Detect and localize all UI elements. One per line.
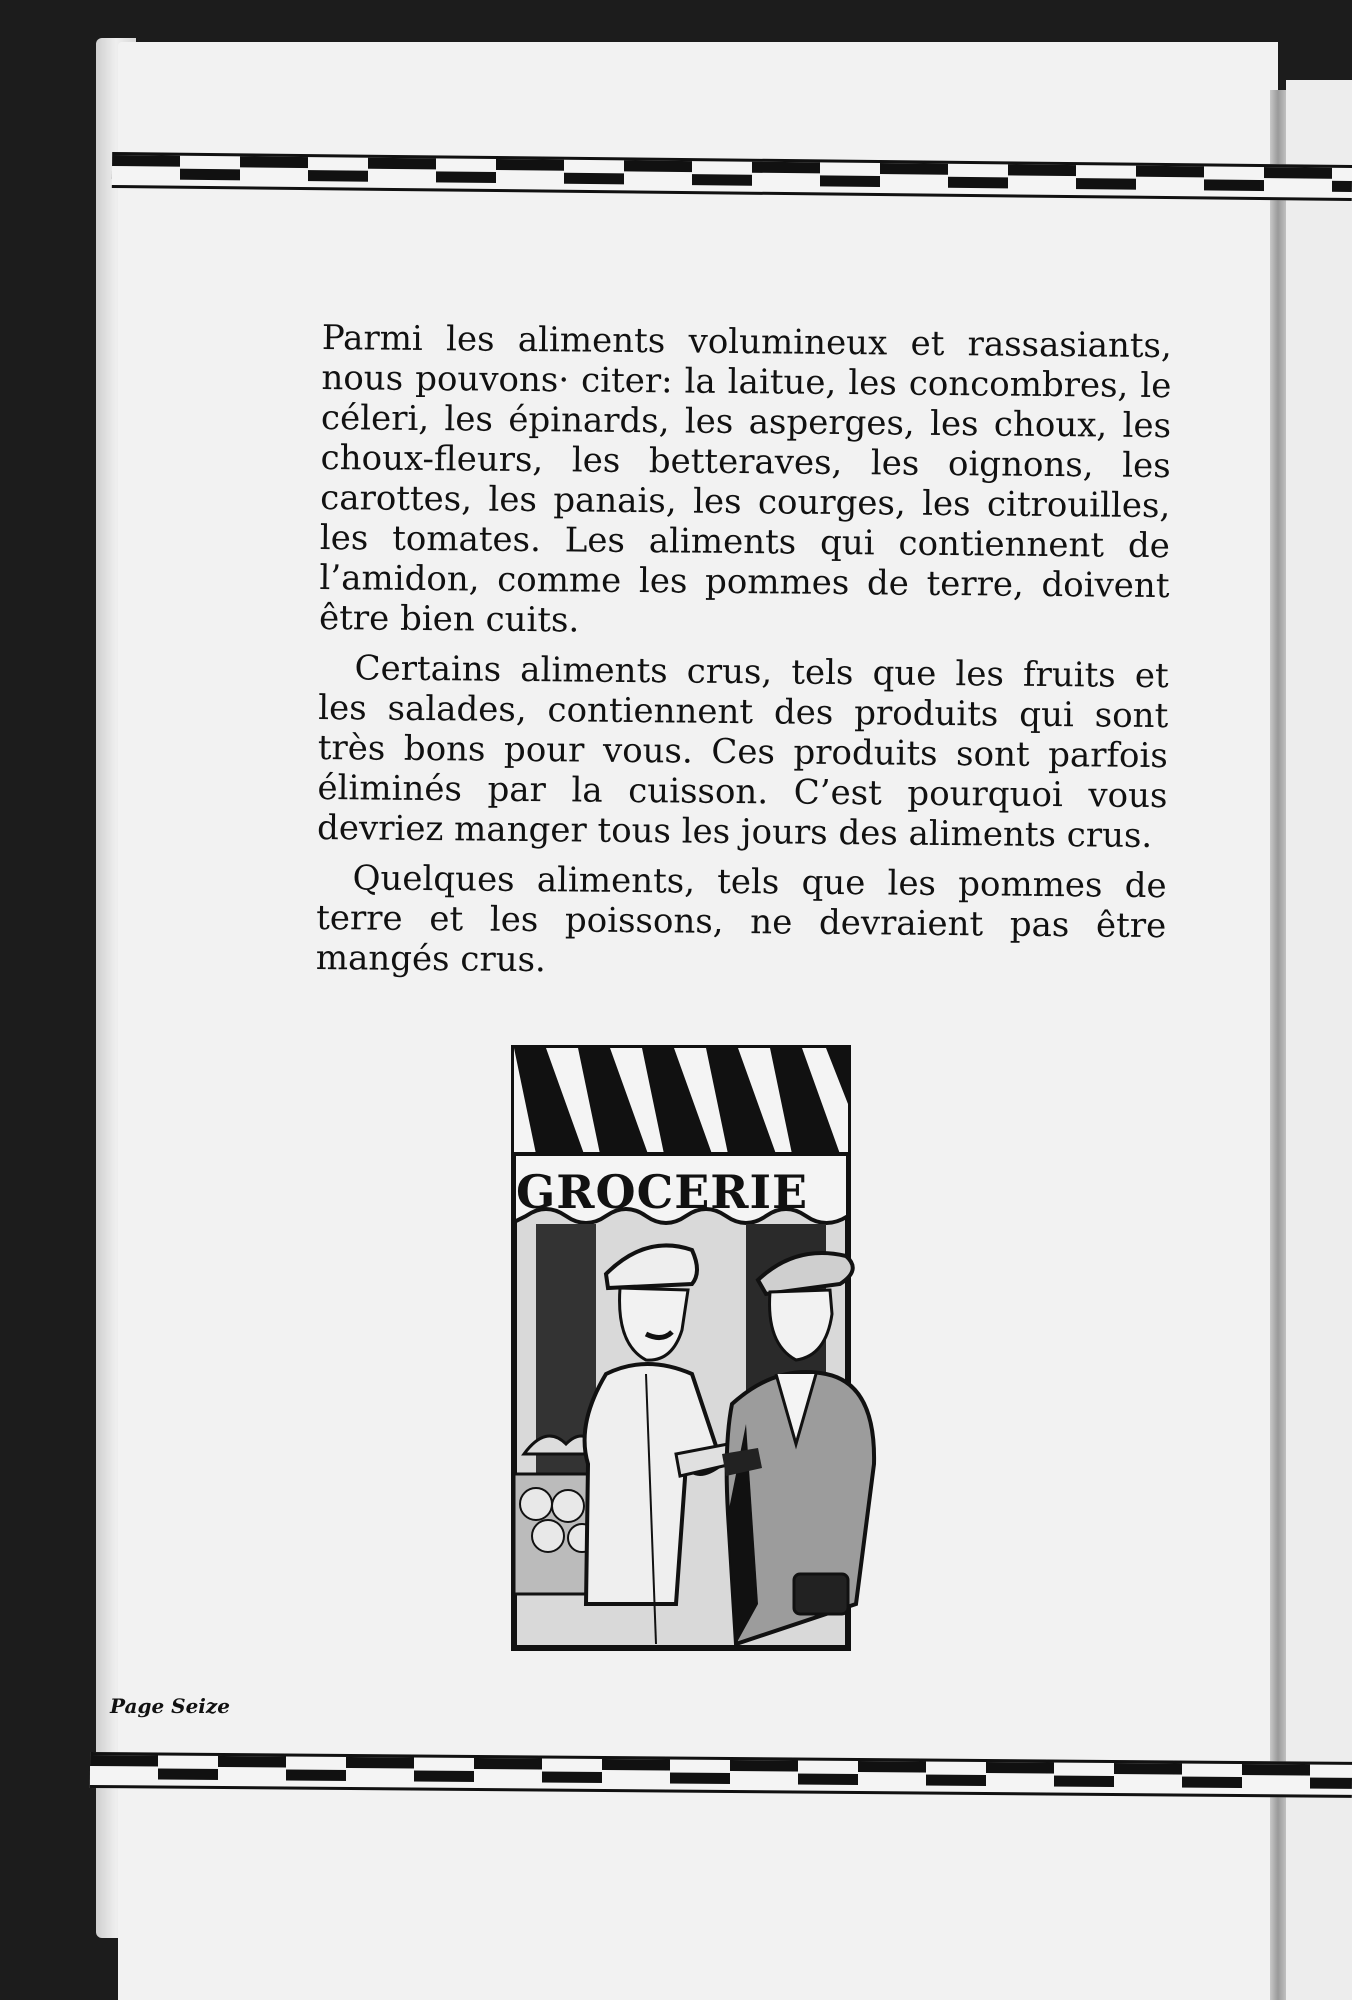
- page-number-label: Page Seize: [110, 1694, 230, 1718]
- book-gutter: [1270, 90, 1286, 2000]
- grocery-illustration: [496, 1044, 966, 1662]
- paragraph-3: Quelques aliments, tels que les pommes de terre et les poissons, ne devraient pas être mangés crus.: [315, 858, 1167, 981]
- body-text: [316, 318, 1172, 996]
- paragraph-1: Parmi les aliments volumineux et rassasiants, nous pouvons· citer: la laitue, les concombres, le céleri, les épinards, les asperges, les choux, les choux-fleurs, les betteraves, les oignons, les carottes, les panais, les courges, les citrouilles, les tomates. Les aliments qui contiennent de l’amidon, comme les pommes de terre, doivent être bien cuits.: [318, 318, 1172, 641]
- facing-page-edge: [1286, 80, 1352, 2000]
- awning-stripes: [514, 1048, 848, 1154]
- paragraph-2: Certains aliments crus, tels que les fruits et les salades, contiennent des produits qui sont très bons pour vous. Ces produits sont parfois éliminés par la cuisson. C’est pourquoi vous devriez manger tous les jours des aliments crus.: [316, 648, 1169, 856]
- grocerie-sign: GROCERIE: [516, 1165, 809, 1219]
